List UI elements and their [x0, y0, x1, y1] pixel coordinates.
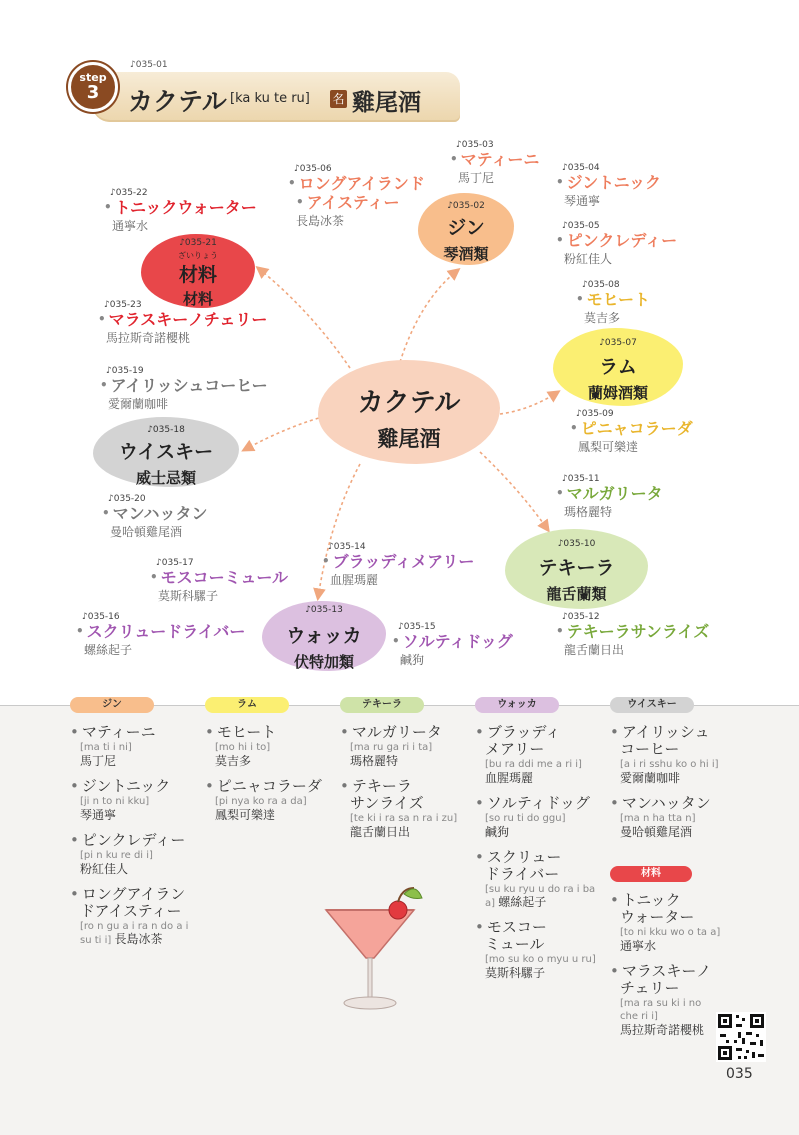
list-item: • アイリッシュ コーヒー [a i ri sshu ko o hi i] 愛爾蘭咖啡	[610, 724, 728, 786]
list-item: • ジントニック [ji n to ni kku] 琴通寧	[70, 778, 200, 823]
list-item: • テキーラ サンライズ [te ki i ra sa n ra i zu] 龍舌蘭日出	[340, 778, 470, 840]
label-long-island: ♪035-06 • ロングアイランド • アイスティー 長島冰茶	[288, 164, 425, 229]
tequila-blob: ♪035-10 テキーラ 龍舌蘭類	[505, 529, 648, 609]
label-maraschino: ♪035-23 • マラスキーノチェリー 馬拉斯奇諾櫻桃	[98, 300, 267, 346]
column-material	[610, 892, 728, 1047]
list-item: • マラスキーノ チェリー [ma ra su ki i no che ri i] 馬拉斯奇諾櫻桃	[610, 963, 728, 1038]
label-tonic-water: ♪035-22 • トニックウォーター 通寧水	[104, 188, 257, 234]
list-item: • マルガリータ [ma ru ga ri i ta] 瑪格麗特	[340, 724, 470, 769]
label-gin-tonic: ♪035-04 • ジントニック 琴通寧	[556, 163, 661, 209]
step-badge: step 3	[68, 62, 118, 112]
title-chinese: 雞尾酒	[352, 90, 421, 116]
list-item: • マンハッタン [ma n ha tta n] 曼哈頓雞尾酒	[610, 795, 728, 840]
material-blob: ♪035-21 ざいりょう 材料 材料	[141, 234, 255, 308]
page-number: 035	[726, 1066, 753, 1082]
label-moscow-mule: ♪035-17 • モスコーミュール 莫斯科騾子	[150, 558, 288, 604]
label-screwdriver: ♪035-16 • スクリュードライバー 螺絲起子	[76, 612, 245, 658]
label-pina-colada: ♪035-09 • ピニャコラーダ 鳳梨可樂達	[570, 409, 693, 455]
list-item: • ロングアイラン ドアイスティー [ro n gu a i ra n do a i su ti i] 長島冰茶	[70, 886, 200, 947]
label-martini: ♪035-03 • マティーニ 馬丁尼	[450, 140, 539, 186]
qr-code-icon[interactable]	[716, 1012, 766, 1062]
list-item: • ピンクレディー [pi n ku re di i] 粉紅佳人	[70, 832, 200, 877]
rum-blob: ♪035-07 ラム 蘭姆酒類	[553, 328, 683, 406]
column-tequila	[340, 724, 470, 849]
column-vodka	[475, 724, 607, 990]
column-rum	[205, 724, 335, 832]
label-tequila-sunrise: ♪035-12 • テキーラサンライズ 龍舌蘭日出	[556, 612, 709, 658]
tag-material: 材料	[610, 866, 692, 882]
page-title: カクテル	[128, 87, 227, 116]
tag-gin: ジン	[70, 697, 154, 713]
cocktail-glass-illustration	[318, 880, 428, 1015]
tag-vodka: ウォッカ	[475, 697, 559, 713]
label-mojito: ♪035-08 • モヒート 莫吉多	[576, 280, 650, 326]
list-item: • モスコー ミュール [mo su ko o myu u ru] 莫斯科騾子	[475, 919, 607, 981]
list-item: • ピニャコラーダ [pi nya ko ra a da] 鳳梨可樂達	[205, 778, 335, 823]
label-irish-coffee: ♪035-19 • アイリッシュコーヒー 愛爾蘭咖啡	[100, 366, 268, 412]
list-item: • スクリュー ドライバー [su ku ryu u do ra i ba a] 螺絲起子	[475, 849, 607, 910]
list-item: • ソルティドッグ [so ru ti do ggu] 鹹狗	[475, 795, 607, 840]
list-item: • モヒート [mo hi i to] 莫吉多	[205, 724, 335, 769]
center-blob: カクテル 雞尾酒	[318, 360, 500, 464]
title-reading: [ka ku te ru]	[230, 91, 310, 106]
pos-badge: 名	[330, 90, 347, 108]
gin-blob: ♪035-02 ジン 琴酒類	[418, 193, 514, 265]
tag-whisky: ウイスキー	[610, 697, 694, 713]
whisky-blob: ♪035-18 ウイスキー 威士忌類	[93, 417, 239, 487]
label-salty-dog: ♪035-15 • ソルティドッグ 鹹狗	[392, 622, 513, 668]
label-manhattan: ♪035-20 • マンハッタン 曼哈頓雞尾酒	[102, 494, 208, 540]
audio-code[interactable]: ♪035-01	[130, 60, 168, 70]
tag-rum: ラム	[205, 697, 289, 713]
label-bloody-mary: ♪035-14 • ブラッディメアリー 血腥瑪麗	[322, 542, 474, 588]
label-margarita: ♪035-11 • マルガリータ 瑪格麗特	[556, 474, 663, 520]
column-gin	[70, 724, 200, 956]
list-item: • ブラッディ メアリー [bu ra ddi me a ri i] 血腥瑪麗	[475, 724, 607, 786]
label-pink-lady: ♪035-05 • ピンクレディー 粉紅佳人	[556, 221, 677, 267]
vodka-blob: ♪035-13 ウォッカ 伏特加類	[262, 601, 386, 671]
tag-tequila: テキーラ	[340, 697, 424, 713]
list-item: • トニック ウォーター [to ni kku wo o ta a] 通寧水	[610, 892, 728, 954]
list-item: • マティーニ [ma ti i ni] 馬丁尼	[70, 724, 200, 769]
column-whisky	[610, 724, 728, 849]
